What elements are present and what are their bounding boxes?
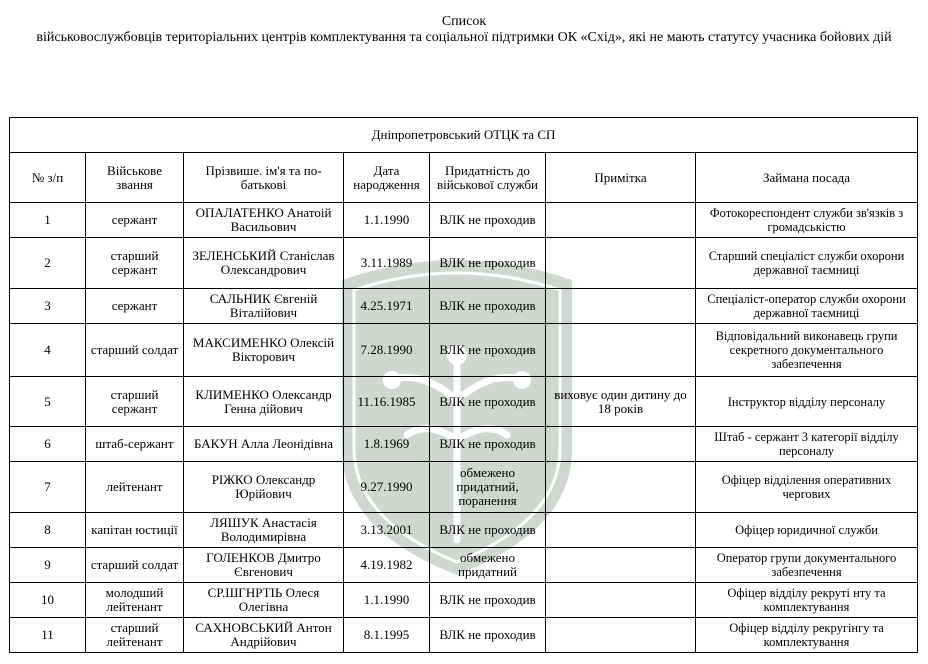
- cell-note: [546, 618, 696, 653]
- cell-fitness: ВЛК не проходив: [430, 618, 546, 653]
- cell-num: 5: [10, 377, 86, 427]
- document-header: [0, 14, 928, 46]
- cell-position: Оператор групи документального забезпечення: [696, 548, 918, 583]
- cell-note: [546, 324, 696, 377]
- cell-note: виховує один дитину до 18 років: [546, 377, 696, 427]
- cell-name: СР.ШГНРТІЬ Олеся Олегівна: [184, 583, 344, 618]
- cell-name: ЛЯШУК Анастасія Володимирівна: [184, 513, 344, 548]
- cell-rank: капітан юстиції: [86, 513, 184, 548]
- cell-position: Офіцер відділу рекругінгу та комплектування: [696, 618, 918, 653]
- cell-note: [546, 238, 696, 289]
- cell-note: [546, 548, 696, 583]
- cell-num: 2: [10, 238, 86, 289]
- document-title: Список: [441, 14, 487, 29]
- header-note: Примітка: [546, 153, 696, 203]
- cell-dob: 7.28.1990: [344, 324, 430, 377]
- cell-name: ГОЛЕНКОВ Дмитро Євгенович: [184, 548, 344, 583]
- header-name: Прізвише. ім'я та по-батькові: [184, 153, 344, 203]
- cell-num: 4: [10, 324, 86, 377]
- cell-fitness: ВЛК не проходив: [430, 238, 546, 289]
- cell-name: КЛИМЕНКО Олександр Генна дійович: [184, 377, 344, 427]
- table-row: [10, 427, 918, 462]
- cell-rank: сержант: [86, 203, 184, 238]
- cell-rank: старший солдат: [86, 548, 184, 583]
- cell-num: 9: [10, 548, 86, 583]
- cell-rank: старший солдат: [86, 324, 184, 377]
- cell-name: БАКУН Алла Леонідівна: [184, 427, 344, 462]
- cell-position: Фотокореспондент служби зв'язків з громадськістю: [696, 203, 918, 238]
- table-row: [10, 289, 918, 324]
- cell-position: Офіцер юридичної служби: [696, 513, 918, 548]
- cell-name: РІЖКО Олександр Юрійович: [184, 462, 344, 513]
- header-position: Займана посада: [696, 153, 918, 203]
- personnel-table: [9, 117, 918, 653]
- cell-note: [546, 513, 696, 548]
- cell-name: МАКСИМЕНКО Олексій Вікторович: [184, 324, 344, 377]
- cell-position: Офіцер відділення оперативних чергових: [696, 462, 918, 513]
- header-dob: Дата народження: [344, 153, 430, 203]
- cell-note: [546, 289, 696, 324]
- cell-rank: старший сержант: [86, 377, 184, 427]
- region-name: Дніпропетровський ОТЦК та СП: [10, 118, 918, 153]
- cell-rank: лейтенант: [86, 462, 184, 513]
- cell-dob: 1.1.1990: [344, 203, 430, 238]
- cell-position: Інструктор відділу персоналу: [696, 377, 918, 427]
- table-row: [10, 513, 918, 548]
- cell-rank: сержант: [86, 289, 184, 324]
- header-fitness: Придатність до військової служби: [430, 153, 546, 203]
- cell-num: 1: [10, 203, 86, 238]
- cell-num: 8: [10, 513, 86, 548]
- table-row: [10, 238, 918, 289]
- cell-dob: 3.13.2001: [344, 513, 430, 548]
- cell-dob: 8.1.1995: [344, 618, 430, 653]
- cell-fitness: ВЛК не проходив: [430, 203, 546, 238]
- cell-dob: 11.16.1985: [344, 377, 430, 427]
- cell-fitness: ВЛК не проходив: [430, 427, 546, 462]
- table-row: [10, 324, 918, 377]
- header-num: № з/п: [10, 153, 86, 203]
- region-row: [10, 118, 918, 153]
- cell-note: [546, 462, 696, 513]
- cell-position: Відповідальний виконавець групи секретного документального забезпечення: [696, 324, 918, 377]
- table-row: [10, 583, 918, 618]
- cell-dob: 1.1.1990: [344, 583, 430, 618]
- cell-rank: старший сержант: [86, 238, 184, 289]
- table-row: [10, 618, 918, 653]
- cell-name: ОПАЛАТЕНКО Анатоій Васильович: [184, 203, 344, 238]
- cell-position: Спеціаліст-оператор служби охорони державної таємниці: [696, 289, 918, 324]
- table-row: [10, 548, 918, 583]
- cell-position: Офіцер відділу рекруті нту та комплектування: [696, 583, 918, 618]
- header-row: [10, 153, 918, 203]
- cell-dob: 3.11.1989: [344, 238, 430, 289]
- cell-position: Старший спеціаліст служби охорони державної таємниці: [696, 238, 918, 289]
- table-row: [10, 462, 918, 513]
- cell-num: 11: [10, 618, 86, 653]
- table-row: [10, 203, 918, 238]
- cell-note: [546, 583, 696, 618]
- header-rank: Військове звання: [86, 153, 184, 203]
- cell-name: ЗЕЛЕНСЬКИЙ Станіслав Олександрович: [184, 238, 344, 289]
- cell-fitness: ВЛК не проходив: [430, 513, 546, 548]
- cell-dob: 1.8.1969: [344, 427, 430, 462]
- cell-fitness: ВЛК не проходив: [430, 289, 546, 324]
- cell-fitness: ВЛК не проходив: [430, 583, 546, 618]
- cell-num: 3: [10, 289, 86, 324]
- cell-fitness: ВЛК не проходив: [430, 324, 546, 377]
- cell-note: [546, 427, 696, 462]
- cell-fitness: обмежено придатний, поранення: [430, 462, 546, 513]
- cell-num: 6: [10, 427, 86, 462]
- cell-num: 7: [10, 462, 86, 513]
- cell-fitness: ВЛК не проходив: [430, 377, 546, 427]
- document-subtitle: військовослужбовців територіальних центрів комплектування та соціальної підтримки ОК «Схід», які не мають статутсу учасника бойових дій: [36, 30, 892, 45]
- cell-num: 10: [10, 583, 86, 618]
- cell-name: САЛЬНИК Євгеній Віталійович: [184, 289, 344, 324]
- cell-note: [546, 203, 696, 238]
- cell-dob: 4.19.1982: [344, 548, 430, 583]
- cell-rank: старший лейтенант: [86, 618, 184, 653]
- cell-rank: молодший лейтенант: [86, 583, 184, 618]
- cell-rank: штаб-сержант: [86, 427, 184, 462]
- cell-name: САХНОВСЬКИЙ Антон Андрійович: [184, 618, 344, 653]
- table-row: [10, 377, 918, 427]
- cell-fitness: обмежено придатний: [430, 548, 546, 583]
- cell-position: Штаб - сержант 3 категорії відділу персоналу: [696, 427, 918, 462]
- cell-dob: 4.25.1971: [344, 289, 430, 324]
- cell-dob: 9.27.1990: [344, 462, 430, 513]
